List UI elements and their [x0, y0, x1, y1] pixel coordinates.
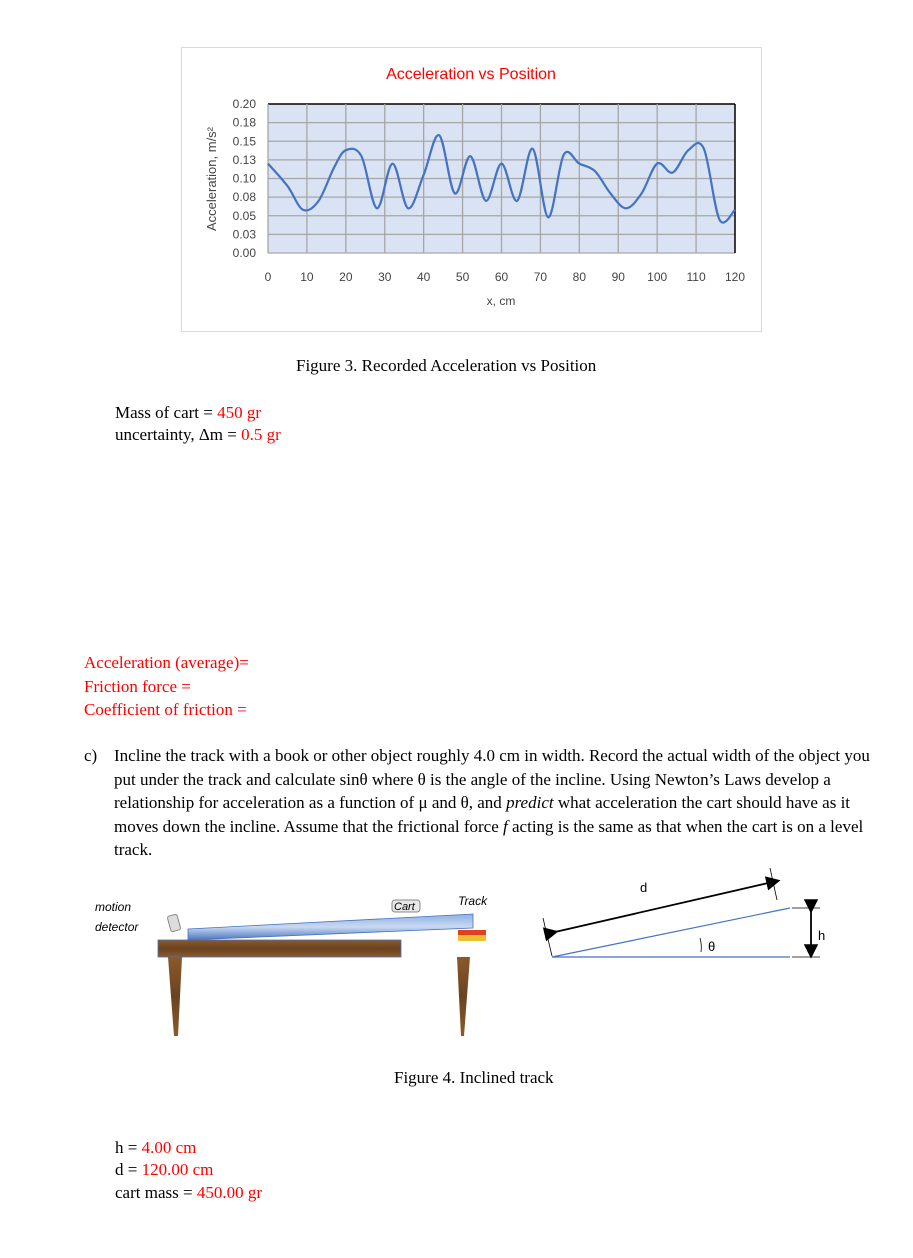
mass-line	[115, 403, 261, 423]
d-value: 120.00 cm	[141, 1160, 214, 1179]
f-symbol: f	[503, 816, 508, 836]
angle-arc	[700, 938, 701, 952]
theta-label: θ	[708, 939, 716, 954]
mass-value: 450 gr	[217, 403, 262, 422]
y-tick-label: 0.13	[232, 152, 256, 167]
h-label: h	[818, 928, 826, 943]
x-tick-label: 100	[647, 270, 668, 284]
y-tick-label: 0.08	[232, 190, 256, 205]
book-icon	[458, 935, 486, 941]
x-tick-label: 30	[378, 270, 392, 284]
x-tick-label: 0	[264, 270, 272, 284]
d-value-line	[115, 1160, 213, 1180]
part-c-label: c)	[84, 746, 98, 765]
book-icon	[458, 930, 486, 935]
acceleration-average-label: Acceleration (average)=	[84, 653, 249, 672]
h-value-line	[115, 1138, 196, 1158]
figure4-caption: Figure 4. Inclined track	[394, 1068, 554, 1087]
d-extension	[770, 868, 777, 900]
x-tick-label: 10	[300, 270, 314, 284]
y-tick-label: 0.05	[232, 208, 256, 223]
x-axis-label: x, cm	[486, 294, 516, 308]
y-tick-label: 0.00	[232, 246, 256, 260]
y-tick-label: 0.15	[232, 134, 256, 149]
mass-label: Mass of cart =	[115, 403, 218, 422]
d-label: d	[640, 880, 648, 895]
x-tick-label: 90	[611, 270, 625, 284]
cart-label: Cart	[394, 901, 415, 913]
y-tick-label: 0.10	[232, 171, 256, 186]
inclined-track-figure	[80, 860, 840, 1050]
motion-detector-label: detector	[95, 920, 139, 934]
x-tick-label: 60	[494, 270, 509, 284]
incline-line	[552, 908, 790, 957]
uncertainty-value: 0.5 gr	[241, 425, 281, 444]
motion-detector-label: motion	[95, 900, 132, 914]
x-tick-label: 40	[416, 270, 431, 284]
cart-mass-line	[115, 1183, 262, 1203]
x-tick-label: 20	[339, 270, 353, 284]
part-c-text: Incline the track with a book or other object roughly 4.0 cm in width. Record the actual width of the object you put under the track and calculate sinθ where θ is the angle of the incline. Using Newton’s Laws develop a relationship for acceleration as a function of μ and θ, and	[114, 746, 870, 812]
y-tick-label: 0.20	[232, 97, 256, 111]
y-axis-label: Acceleration, m/s²	[204, 126, 219, 232]
track-label: Track	[458, 894, 488, 908]
x-tick-label: 50	[455, 270, 470, 284]
y-tick-label: 0.03	[232, 227, 256, 242]
motion-detector-icon	[167, 914, 181, 932]
part-c-text: acting is the same as that when the cart is on a level track.	[114, 816, 864, 859]
friction-force-label: Friction force =	[84, 677, 191, 696]
d-label: d =	[115, 1160, 142, 1179]
uncertainty-label: uncertainty, Δm =	[115, 425, 242, 444]
x-tick-label: 70	[533, 270, 548, 284]
predict-emphasis: predict	[506, 793, 554, 812]
x-tick-label: 110	[686, 270, 706, 284]
x-tick-label: 80	[572, 270, 587, 284]
cart-mass-label: cart mass =	[115, 1183, 197, 1202]
figure3-caption: Figure 3. Recorded Acceleration vs Position	[296, 356, 597, 375]
track	[188, 914, 473, 940]
cart-mass-value: 450.00 gr	[196, 1183, 262, 1202]
coefficient-friction-label: Coefficient of friction =	[84, 700, 247, 719]
part-c-instructions	[84, 744, 874, 862]
h-value: 4.00 cm	[141, 1138, 197, 1157]
chart-title: Acceleration vs Position	[386, 66, 556, 83]
acceleration-chart	[181, 47, 761, 332]
d-extension	[543, 918, 552, 956]
d-arrow	[555, 881, 777, 932]
h-label: h =	[115, 1138, 142, 1157]
part-c-text: what acceleration the cart should have as it moves down the incline. Assume that the frictional force	[114, 793, 851, 836]
table-leg	[168, 957, 182, 1036]
y-tick-label: 0.18	[232, 115, 256, 130]
x-tick-label: 120	[724, 270, 746, 284]
table-top	[158, 940, 401, 957]
uncertainty-line	[115, 425, 281, 445]
table-leg	[457, 957, 470, 1036]
